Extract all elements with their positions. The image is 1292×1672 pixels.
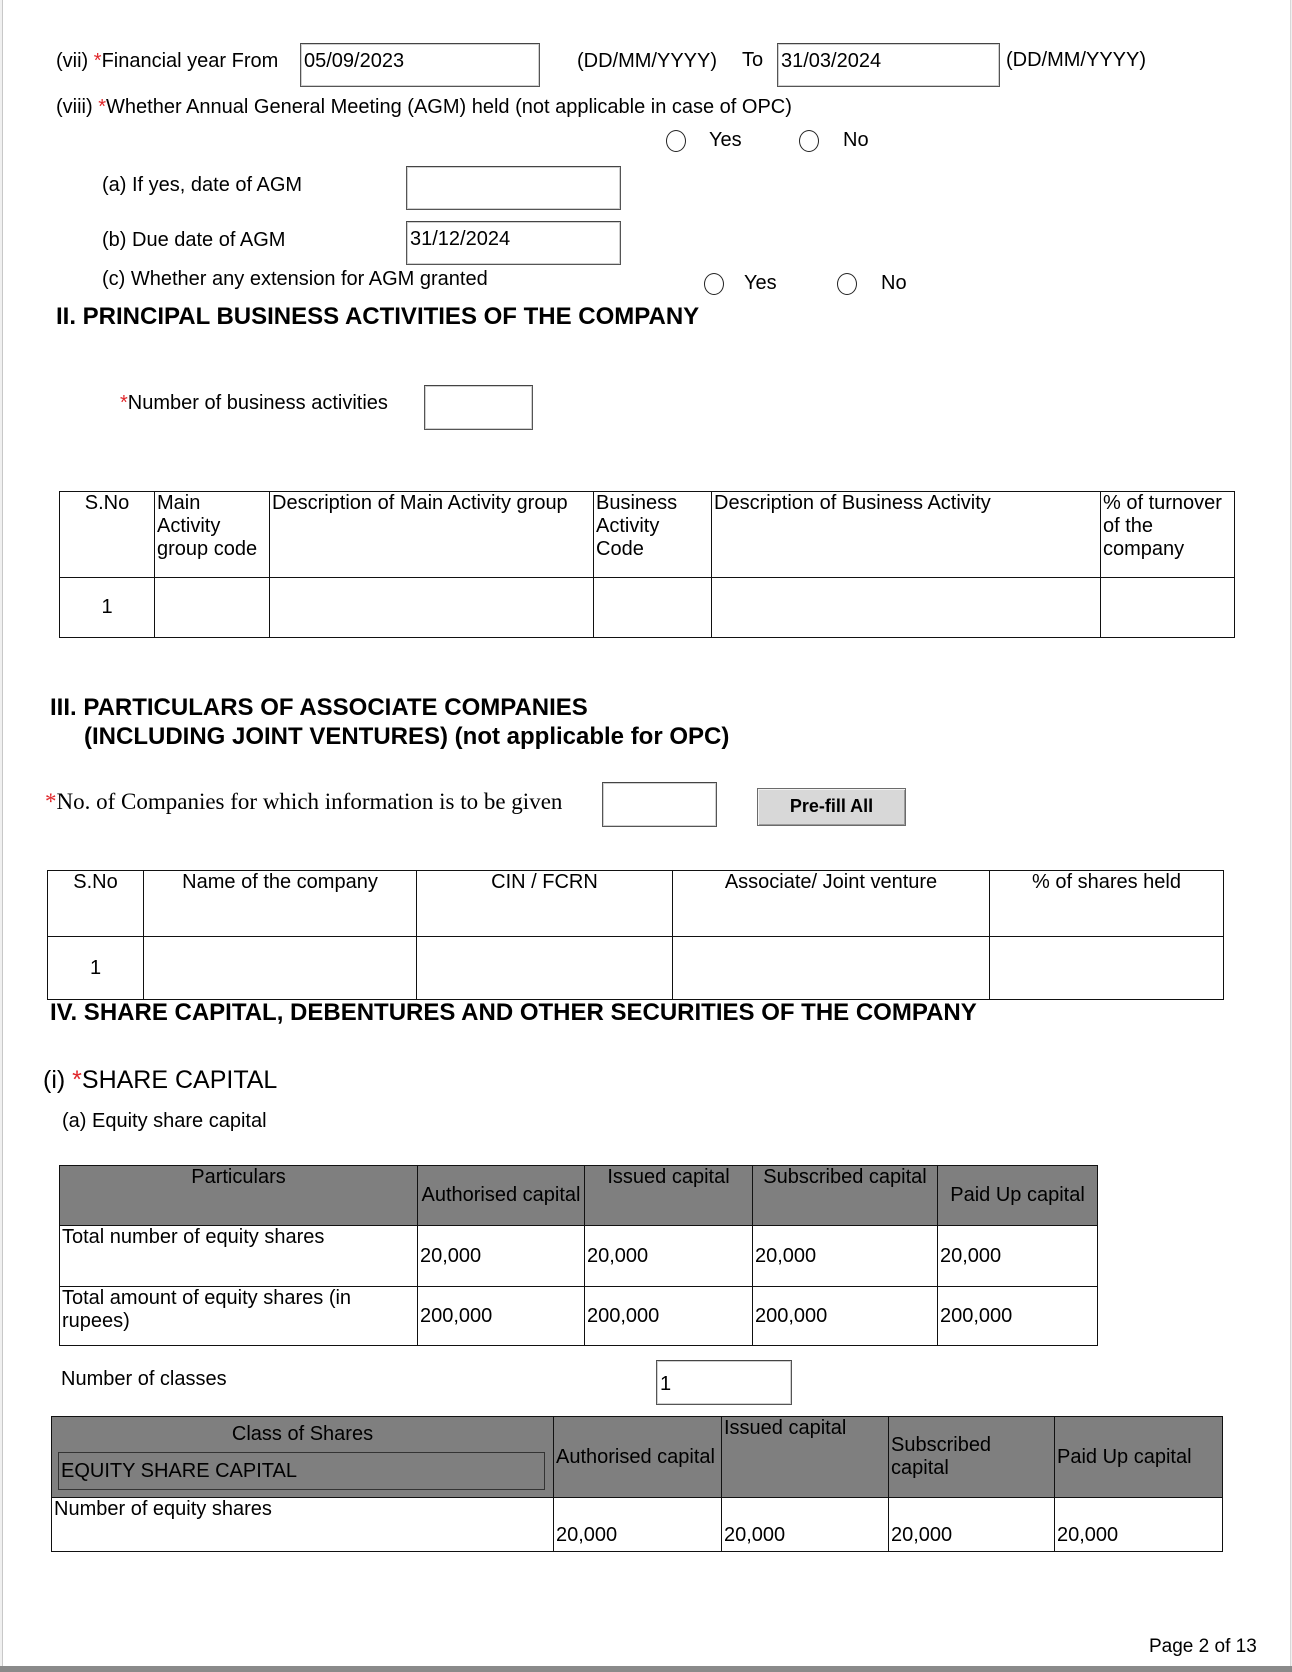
class-paidup-value[interactable]: 20,000 (1055, 1498, 1223, 1552)
table-row (60, 1226, 1098, 1287)
required-marker: * (93, 50, 102, 72)
required-marker: * (120, 392, 128, 414)
section-ii-title: II. PRINCIPAL BUSINESS ACTIVITIES OF THE COMPANY (56, 303, 700, 330)
authorised-amount-value[interactable]: 200,000 (418, 1287, 585, 1346)
sno-cell: 1 (48, 937, 144, 1000)
associate-count-label-text: No. of Companies for which information is to be given (56, 789, 563, 814)
required-marker: * (72, 1066, 82, 1094)
class-issued-value[interactable]: 20,000 (722, 1498, 889, 1552)
company-name-input[interactable] (144, 937, 417, 1000)
col-header: Description of Main Activity group (270, 492, 594, 578)
paidup-amount-value[interactable]: 200,000 (938, 1287, 1098, 1346)
col-header: Particulars (60, 1166, 418, 1226)
required-marker: * (45, 789, 57, 814)
col-header: Subscribed capital (889, 1417, 1055, 1498)
col-header: Associate/ Joint venture (673, 871, 990, 937)
issued-amount-value[interactable]: 200,000 (585, 1287, 753, 1346)
page-bottom-edge (0, 1666, 1292, 1672)
table-header-row (60, 1166, 1098, 1226)
col-header: S.No (48, 871, 144, 937)
turnover-percent-input[interactable] (1101, 578, 1235, 638)
business-activities-count-label (120, 392, 388, 414)
fy-prefix: (vii) (56, 50, 94, 72)
share-capital-heading (43, 1066, 277, 1095)
business-activity-description-input[interactable] (712, 578, 1101, 638)
fy-to-label: To (742, 49, 764, 71)
count-label-text: Number of business activities (127, 392, 388, 414)
financial-year-label (56, 50, 278, 72)
fy-to-input[interactable]: 31/03/2024 (777, 43, 1000, 87)
business-activities-count-input[interactable] (424, 385, 533, 430)
share-capital-label-text: SHARE CAPITAL (81, 1066, 278, 1094)
section-iii-title-line1: III. PARTICULARS OF ASSOCIATE COMPANIES (50, 694, 588, 721)
required-marker: * (98, 96, 107, 118)
section-iv-title: IV. SHARE CAPITAL, DEBENTURES AND OTHER SECURITIES OF THE COMPANY (50, 999, 977, 1026)
authorised-shares-value[interactable]: 20,000 (418, 1226, 585, 1287)
table-row (52, 1498, 1223, 1552)
paidup-shares-value[interactable]: 20,000 (938, 1226, 1098, 1287)
agm-label-text: Whether Annual General Meeting (AGM) held (not applicable in case of OPC) (106, 96, 792, 118)
fy-format-hint-2: (DD/MM/YYYY) (1006, 49, 1146, 71)
agm-due-date-label: (b) Due date of AGM (102, 229, 286, 251)
subscribed-shares-value[interactable]: 20,000 (753, 1226, 938, 1287)
table-row (48, 937, 1224, 1000)
col-header: Authorised capital (418, 1166, 585, 1226)
col-header: Business Activity Code (594, 492, 712, 578)
col-header: Issued capital (585, 1166, 753, 1226)
agm-extension-no-radio[interactable] (837, 273, 857, 295)
business-activity-code-input[interactable] (594, 578, 712, 638)
col-header: S.No (60, 492, 155, 578)
col-header: CIN / FCRN (417, 871, 673, 937)
prefill-all-button[interactable]: Pre-fill All (757, 788, 906, 826)
agm-prefix: (viii) (56, 96, 99, 118)
agm-extension-no-label: No (881, 272, 907, 294)
col-header: Subscribed capital (753, 1166, 938, 1226)
equity-share-capital-table (59, 1165, 1098, 1346)
agm-held-no-label: No (843, 129, 869, 151)
class-authorised-value[interactable]: 20,000 (554, 1498, 722, 1552)
col-header: Main Activity group code (155, 492, 270, 578)
sno-cell: 1 (60, 578, 155, 638)
class-of-shares-label: Class of Shares (231, 1423, 374, 1445)
associate-count-label (45, 789, 562, 815)
agm-date-input[interactable] (406, 166, 621, 210)
col-header: Issued capital (722, 1417, 889, 1498)
fy-from-input[interactable]: 05/09/2023 (300, 43, 540, 87)
row-label: Number of equity shares (52, 1498, 554, 1552)
page-number: Page 2 of 13 (1149, 1636, 1257, 1657)
agm-held-yes-radio[interactable] (666, 130, 686, 152)
associate-jv-input[interactable] (673, 937, 990, 1000)
associate-companies-table (47, 870, 1224, 1000)
class-name-input[interactable]: EQUITY SHARE CAPITAL (58, 1452, 545, 1490)
main-activity-description-input[interactable] (270, 578, 594, 638)
issued-shares-value[interactable]: 20,000 (585, 1226, 753, 1287)
col-header: Paid Up capital (938, 1166, 1098, 1226)
shares-held-percent-input[interactable] (990, 937, 1224, 1000)
table-header-row (52, 1417, 1223, 1498)
col-header: % of shares held (990, 871, 1224, 937)
class-subscribed-value[interactable]: 20,000 (889, 1498, 1055, 1552)
associate-count-input[interactable] (602, 782, 717, 827)
col-header: % of turnover of the company (1101, 492, 1235, 578)
col-header: Name of the company (144, 871, 417, 937)
agm-due-date-input[interactable]: 31/12/2024 (406, 221, 621, 265)
col-header: Description of Business Activity (712, 492, 1101, 578)
row-label: Total number of equity shares (60, 1226, 418, 1287)
agm-extension-yes-label: Yes (744, 272, 777, 294)
agm-date-label: (a) If yes, date of AGM (102, 174, 303, 196)
table-header-row (60, 492, 1235, 578)
number-of-classes-label: Number of classes (61, 1368, 227, 1390)
fy-label-text: Financial year From (101, 50, 279, 72)
agm-extension-yes-radio[interactable] (704, 273, 724, 295)
class-of-shares-table (51, 1416, 1223, 1552)
table-row (60, 1287, 1098, 1346)
col-header: Authorised capital (554, 1417, 722, 1498)
subscribed-amount-value[interactable]: 200,000 (753, 1287, 938, 1346)
agm-held-label (56, 96, 792, 118)
agm-held-no-radio[interactable] (799, 130, 819, 152)
row-label: Total amount of equity shares (in rupees) (60, 1287, 418, 1346)
number-of-classes-input[interactable]: 1 (656, 1360, 792, 1405)
share-capital-prefix: (i) (43, 1066, 73, 1094)
agm-held-yes-label: Yes (709, 129, 742, 151)
business-activities-table (59, 491, 1235, 638)
main-activity-code-input[interactable] (155, 578, 270, 638)
section-iii-title-line2: (INCLUDING JOINT VENTURES) (not applicable for OPC) (84, 723, 730, 750)
agm-extension-label: (c) Whether any extension for AGM granted (102, 268, 488, 290)
fy-format-hint-1: (DD/MM/YYYY) (577, 50, 717, 72)
equity-share-capital-label: (a) Equity share capital (62, 1110, 267, 1132)
class-of-shares-header (52, 1417, 554, 1498)
table-header-row (48, 871, 1224, 937)
table-row (60, 578, 1235, 638)
col-header: Paid Up capital (1055, 1417, 1223, 1498)
cin-fcrn-input[interactable] (417, 937, 673, 1000)
